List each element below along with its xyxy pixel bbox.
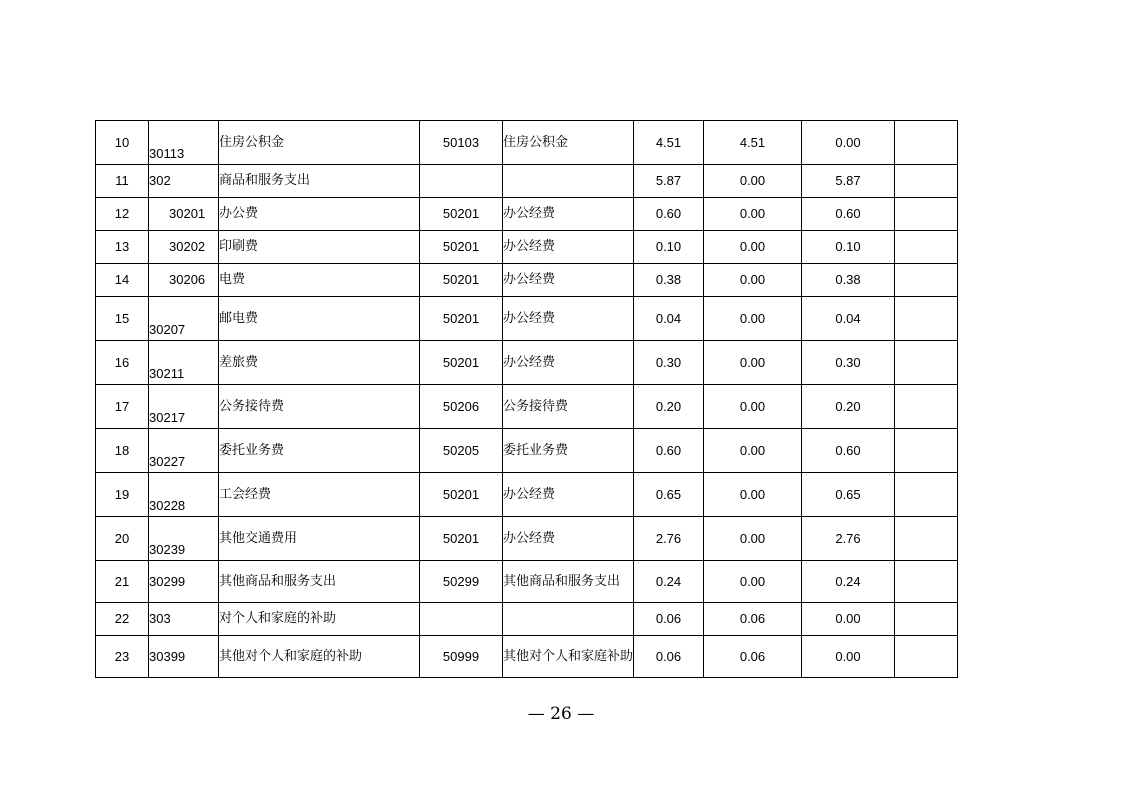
note-cell — [895, 121, 958, 165]
note-cell — [895, 473, 958, 517]
economic-code: 50299 — [420, 561, 503, 603]
economic-code: 50201 — [420, 198, 503, 231]
total-amount: 0.24 — [634, 561, 704, 603]
basic-amount: 4.51 — [704, 121, 802, 165]
subject-code: 30206 — [149, 264, 219, 297]
economic-code: 50201 — [420, 473, 503, 517]
economic-code: 50201 — [420, 517, 503, 561]
budget-table — [95, 120, 958, 678]
row-number: 22 — [96, 603, 149, 636]
subject-name: 商品和服务支出 — [219, 165, 420, 198]
page-number: — 26 — — [527, 704, 595, 724]
basic-amount: 0.00 — [704, 341, 802, 385]
row-number: 10 — [96, 121, 149, 165]
table-row — [96, 429, 958, 473]
subject-code: 30211 — [149, 341, 219, 385]
row-number: 20 — [96, 517, 149, 561]
project-amount: 0.30 — [802, 341, 895, 385]
row-number: 16 — [96, 341, 149, 385]
table-row — [96, 297, 958, 341]
basic-amount: 0.00 — [704, 385, 802, 429]
total-amount: 0.20 — [634, 385, 704, 429]
economic-name: 办公经费 — [503, 517, 634, 561]
economic-name: 委托业务费 — [503, 429, 634, 473]
subject-name: 工会经费 — [219, 473, 420, 517]
note-cell — [895, 231, 958, 264]
economic-code: 50103 — [420, 121, 503, 165]
subject-name: 其他对个人和家庭的补助 — [219, 636, 420, 678]
subject-name: 印刷费 — [219, 231, 420, 264]
note-cell — [895, 603, 958, 636]
table-row — [96, 561, 958, 603]
table-row — [96, 385, 958, 429]
note-cell — [895, 341, 958, 385]
row-number: 17 — [96, 385, 149, 429]
subject-code: 30299 — [149, 561, 219, 603]
basic-amount: 0.00 — [704, 165, 802, 198]
note-cell — [895, 198, 958, 231]
note-cell — [895, 264, 958, 297]
project-amount: 5.87 — [802, 165, 895, 198]
note-cell — [895, 385, 958, 429]
economic-code: 50201 — [420, 341, 503, 385]
project-amount: 0.00 — [802, 121, 895, 165]
subject-name: 办公费 — [219, 198, 420, 231]
basic-amount: 0.00 — [704, 231, 802, 264]
row-number: 12 — [96, 198, 149, 231]
total-amount: 0.06 — [634, 603, 704, 636]
economic-name: 其他商品和服务支出 — [503, 561, 634, 603]
basic-amount: 0.06 — [704, 636, 802, 678]
total-amount: 0.10 — [634, 231, 704, 264]
total-amount: 0.06 — [634, 636, 704, 678]
note-cell — [895, 165, 958, 198]
table-row — [96, 198, 958, 231]
total-amount: 0.60 — [634, 429, 704, 473]
economic-code: 50206 — [420, 385, 503, 429]
basic-amount: 0.00 — [704, 517, 802, 561]
table-row — [96, 636, 958, 678]
total-amount: 5.87 — [634, 165, 704, 198]
economic-code: 50201 — [420, 231, 503, 264]
total-amount: 0.65 — [634, 473, 704, 517]
project-amount: 0.04 — [802, 297, 895, 341]
basic-amount: 0.06 — [704, 603, 802, 636]
row-number: 21 — [96, 561, 149, 603]
economic-name: 办公经费 — [503, 231, 634, 264]
subject-code: 30239 — [149, 517, 219, 561]
basic-amount: 0.00 — [704, 264, 802, 297]
subject-name: 其他商品和服务支出 — [219, 561, 420, 603]
subject-name: 电费 — [219, 264, 420, 297]
economic-name: 办公经费 — [503, 473, 634, 517]
total-amount: 0.38 — [634, 264, 704, 297]
table-row — [96, 165, 958, 198]
project-amount: 0.00 — [802, 636, 895, 678]
row-number: 11 — [96, 165, 149, 198]
note-cell — [895, 636, 958, 678]
table-row — [96, 473, 958, 517]
subject-name: 住房公积金 — [219, 121, 420, 165]
subject-name: 其他交通费用 — [219, 517, 420, 561]
subject-code: 30207 — [149, 297, 219, 341]
table-row — [96, 341, 958, 385]
economic-name: 办公经费 — [503, 341, 634, 385]
subject-name: 公务接待费 — [219, 385, 420, 429]
subject-code: 302 — [149, 165, 219, 198]
subject-code: 30228 — [149, 473, 219, 517]
subject-code: 30217 — [149, 385, 219, 429]
project-amount: 0.65 — [802, 473, 895, 517]
row-number: 13 — [96, 231, 149, 264]
subject-code: 30202 — [149, 231, 219, 264]
economic-code: 50999 — [420, 636, 503, 678]
economic-code: 50205 — [420, 429, 503, 473]
note-cell — [895, 561, 958, 603]
subject-name: 委托业务费 — [219, 429, 420, 473]
project-amount: 0.24 — [802, 561, 895, 603]
basic-amount: 0.00 — [704, 561, 802, 603]
project-amount: 2.76 — [802, 517, 895, 561]
table-row — [96, 603, 958, 636]
subject-code: 30201 — [149, 198, 219, 231]
table-row — [96, 121, 958, 165]
project-amount: 0.60 — [802, 429, 895, 473]
economic-name: 公务接待费 — [503, 385, 634, 429]
subject-code: 30399 — [149, 636, 219, 678]
project-amount: 0.60 — [802, 198, 895, 231]
subject-code: 303 — [149, 603, 219, 636]
subject-name: 对个人和家庭的补助 — [219, 603, 420, 636]
economic-code: 50201 — [420, 264, 503, 297]
table-row — [96, 264, 958, 297]
row-number: 14 — [96, 264, 149, 297]
table-row — [96, 517, 958, 561]
economic-name — [503, 165, 634, 198]
note-cell — [895, 517, 958, 561]
economic-name: 办公经费 — [503, 264, 634, 297]
total-amount: 0.30 — [634, 341, 704, 385]
project-amount: 0.38 — [802, 264, 895, 297]
subject-code: 30113 — [149, 121, 219, 165]
total-amount: 0.04 — [634, 297, 704, 341]
economic-name: 其他对个人和家庭补助 — [503, 636, 634, 678]
subject-code: 30227 — [149, 429, 219, 473]
table-row — [96, 231, 958, 264]
total-amount: 0.60 — [634, 198, 704, 231]
basic-amount: 0.00 — [704, 198, 802, 231]
row-number: 23 — [96, 636, 149, 678]
note-cell — [895, 429, 958, 473]
note-cell — [895, 297, 958, 341]
row-number: 19 — [96, 473, 149, 517]
basic-amount: 0.00 — [704, 297, 802, 341]
project-amount: 0.20 — [802, 385, 895, 429]
economic-name: 办公经费 — [503, 297, 634, 341]
project-amount: 0.10 — [802, 231, 895, 264]
basic-amount: 0.00 — [704, 473, 802, 517]
economic-code — [420, 165, 503, 198]
economic-name — [503, 603, 634, 636]
total-amount: 2.76 — [634, 517, 704, 561]
economic-name: 住房公积金 — [503, 121, 634, 165]
row-number: 15 — [96, 297, 149, 341]
subject-name: 差旅费 — [219, 341, 420, 385]
subject-name: 邮电费 — [219, 297, 420, 341]
total-amount: 4.51 — [634, 121, 704, 165]
project-amount: 0.00 — [802, 603, 895, 636]
economic-code — [420, 603, 503, 636]
economic-code: 50201 — [420, 297, 503, 341]
row-number: 18 — [96, 429, 149, 473]
economic-name: 办公经费 — [503, 198, 634, 231]
basic-amount: 0.00 — [704, 429, 802, 473]
